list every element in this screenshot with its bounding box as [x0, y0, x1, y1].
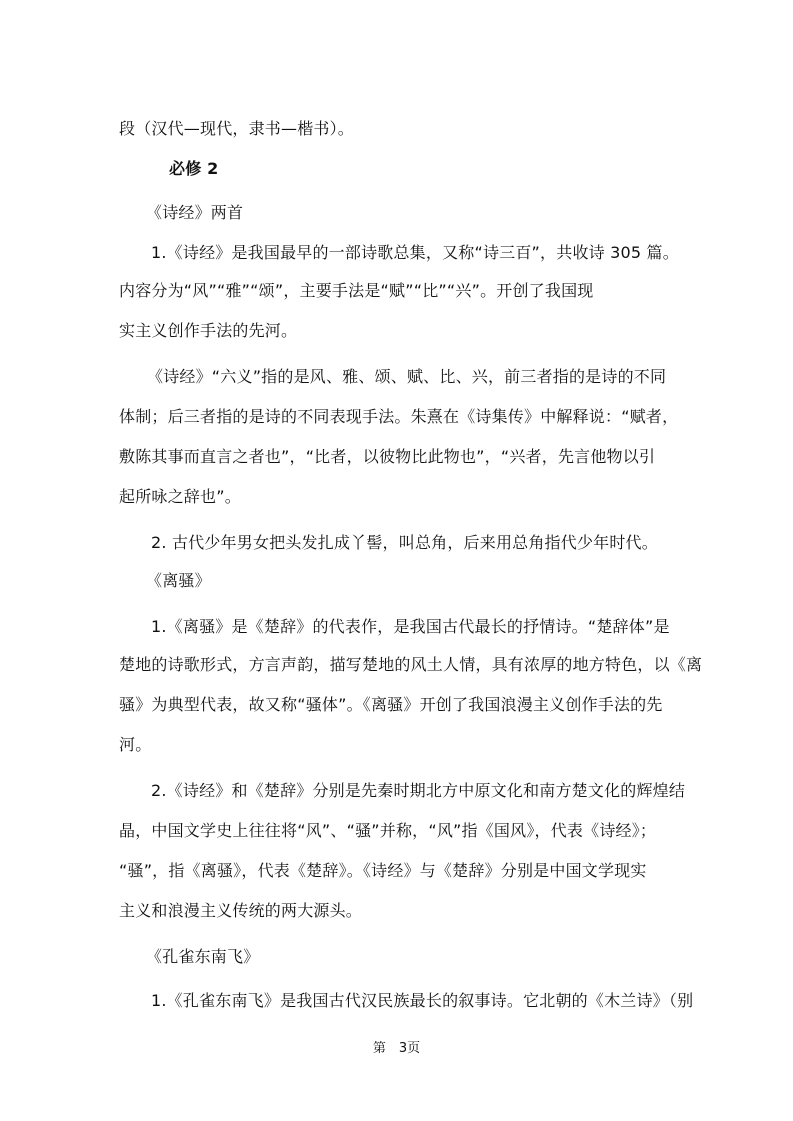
text-line-14: 楚地的诗歌形式，方言声韵，描写楚地的风土人情，具有浓厚的地方特色，以《离: [119, 655, 703, 674]
text-line-13: 1.《离骚》是《楚辞》的代表作，是我国古代最长的抒情诗。“楚辞体”是: [151, 617, 670, 636]
text-line-4: 1.《诗经》是我国最早的一部诗歌总集，又称“诗三百”，共收诗 305 篇。: [151, 243, 679, 262]
subheading-kongque: 《孔雀东南飞》: [146, 947, 260, 966]
text-line-8: 体制；后三者指的是诗的不同表现手法。朱熹在《诗集传》中解释说：“赋者，: [119, 407, 679, 426]
text-line-22: 1.《孔雀东南飞》是我国古代汉民族最长的叙事诗。它北朝的《木兰诗》（别: [151, 991, 694, 1010]
section-heading-compulsory-2: 必修 2: [169, 159, 219, 178]
subheading-lisao: 《离骚》: [146, 571, 211, 590]
page-number-footer: 第 3页: [372, 1041, 421, 1056]
text-line-16: 河。: [119, 735, 152, 754]
text-line-5: 内容分为“风”“雅”“颂”，主要手法是“赋”“比”“兴”。开创了我国现: [119, 281, 594, 300]
text-line-10: 起所咏之辞也”。: [119, 487, 241, 506]
text-line-9: 敷陈其事而直言之者也”，“比者，以彼物比此物也”，“兴者，先言他物以引: [119, 447, 656, 466]
text-line-11: 2. 古代少年男女把头发扎成丫髻，叫总角，后来用总角指代少年时代。: [151, 533, 658, 552]
text-line-1: 段（汉代—现代，隶书—楷书）。: [119, 119, 355, 138]
text-line-18: 晶，中国文学史上往往将“风”、“骚”并称，“风”指《国风》，代表《诗经》；: [119, 821, 657, 840]
text-line-15: 骚》为典型代表，故又称“骚体”。《离骚》开创了我国浪漫主义创作手法的先: [119, 695, 663, 714]
text-line-20: 主义和浪漫主义传统的两大源头。: [119, 901, 363, 920]
text-line-17: 2.《诗经》和《楚辞》分别是先秦时期北方中原文化和南方楚文化的辉煌结: [151, 781, 686, 800]
text-line-6: 实主义创作手法的先河。: [119, 321, 298, 340]
subheading-shijing: 《诗经》两首: [146, 203, 244, 222]
text-line-19: “骚”，指《离骚》，代表《楚辞》。《诗经》与《楚辞》分别是中国文学现实: [119, 861, 647, 880]
text-line-7: 《诗经》“六义”指的是风、雅、颂、赋、比、兴，前三者指的是诗的不同: [147, 367, 667, 386]
